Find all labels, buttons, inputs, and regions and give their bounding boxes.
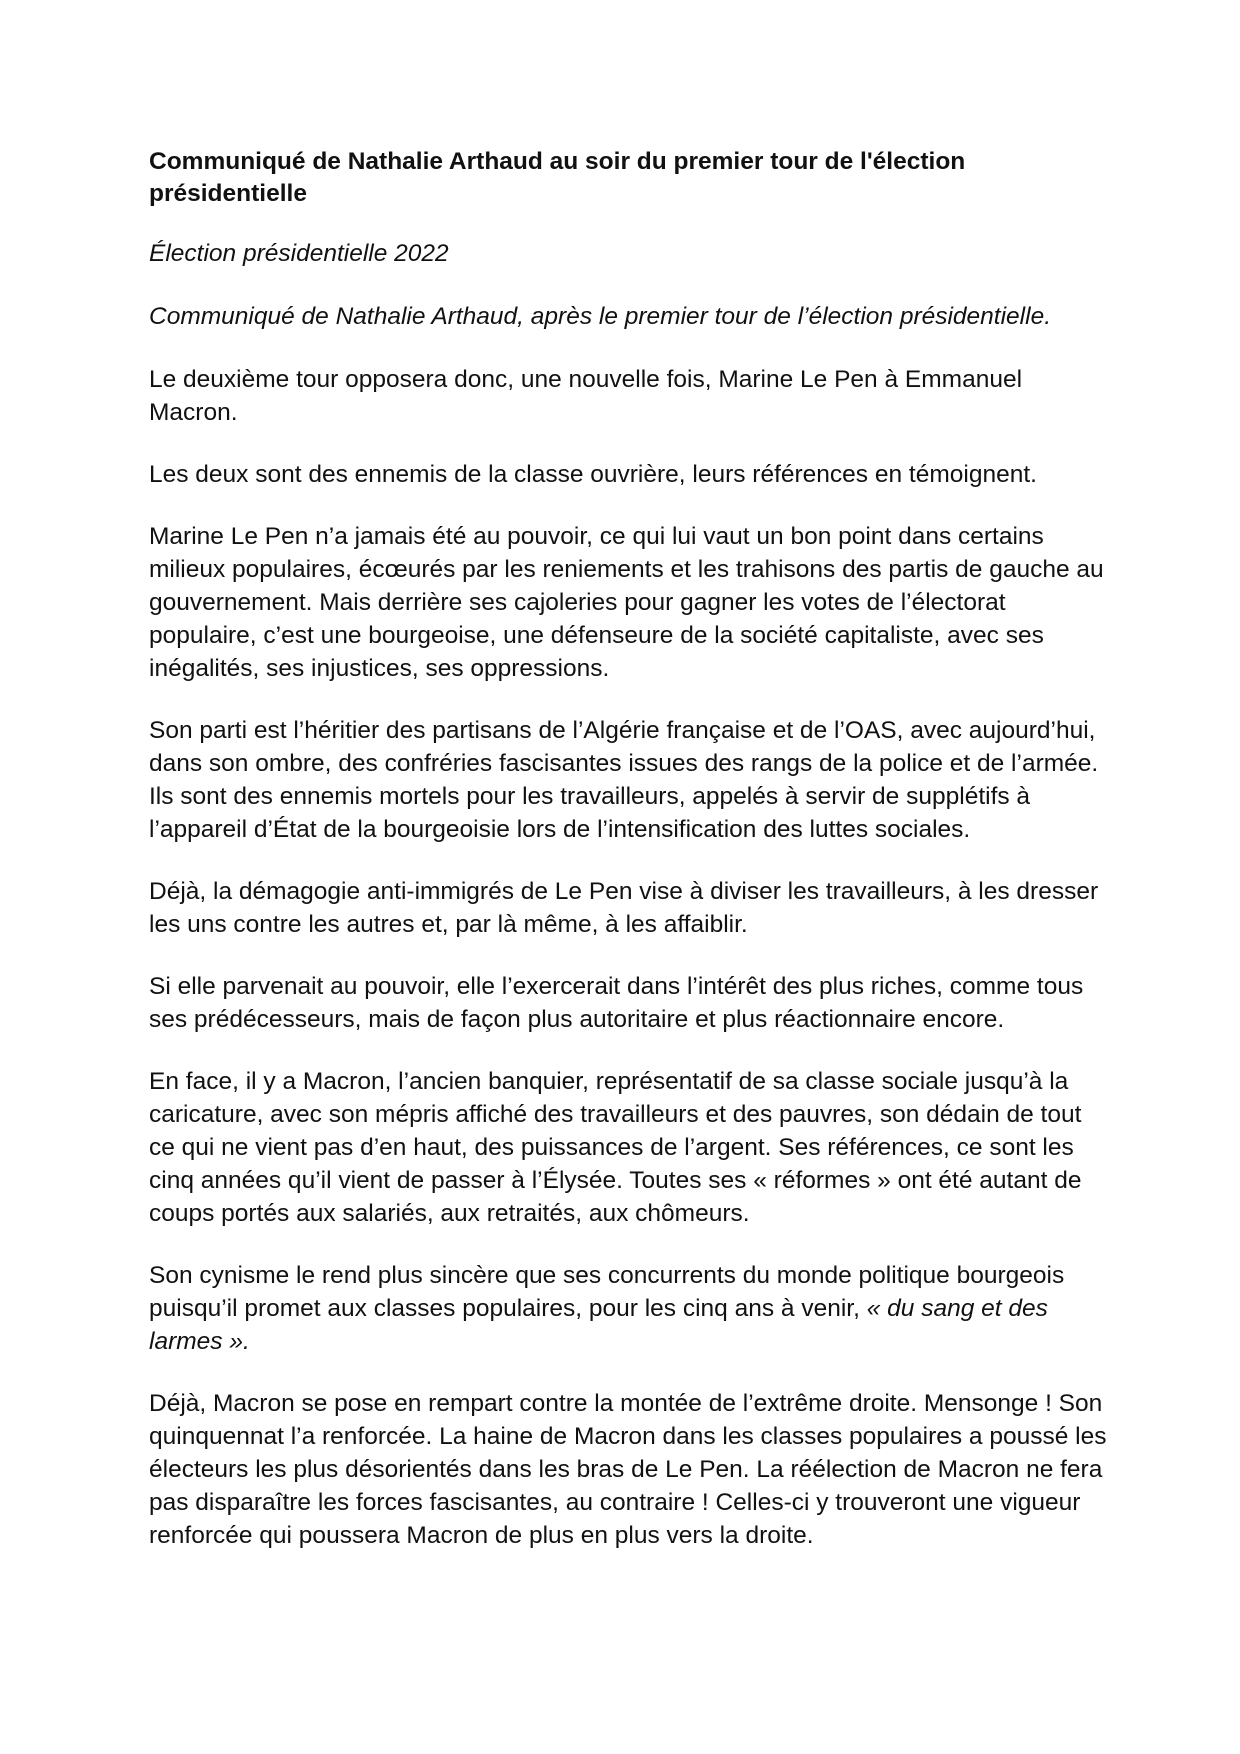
- paragraph-final: Déjà, Macron se pose en rempart contre la montée de l’extrême droite. Mensonge ! Son quinquennat l’a renforcée. La haine de Macron dans les classes populaires a poussé les électeurs les plus désorientés dans les bras de Le Pen. La réélection de Macron ne fera pas disparaître les forces fascisantes, au contraire ! Celles-ci y trouveront une vigueur renforcée qui poussera Macron de plus en plus vers la droite.: [149, 1390, 1107, 1549]
- paragraph: En face, il y a Macron, l’ancien banquier, représentatif de sa classe sociale jusqu’à la caricature, avec son mépris affiché des travailleurs et des pauvres, son dédain de tout ce qui ne vient pas d’en haut, des puissances de l’argent. Ses références, ce sont les cinq années qu’il vient de passer à l’Élysée. Toutes ses « réformes » ont été autant de coups portés aux salariés, aux retraités, aux chômeurs.: [149, 1068, 1082, 1227]
- paragraph-cynisme: [149, 1259, 1109, 1358]
- paragraph: Le deuxième tour opposera donc, une nouvelle fois, Marine Le Pen à Emmanuel Macron.: [149, 366, 1023, 426]
- paragraph: Son parti est l’héritier des partisans de l’Algérie française et de l’OAS, avec aujourd’hui, dans son ombre, des confréries fascisantes issues des rangs de la police et de l’armée. Ils sont des ennemis mortels pour les travailleurs, appelés à servir de supplétifs à l’appareil d’État de la bourgeoisie lors de l’intensification des luttes sociales.: [149, 717, 1099, 843]
- paragraph-cynisme-text: Son cynisme le rend plus sincère que ses concurrents du monde politique bourgeois puisqu’il promet aux classes populaires, pour les cinq ans à venir,: [149, 1262, 1065, 1322]
- paragraph: Si elle parvenait au pouvoir, elle l’exercerait dans l’intérêt des plus riches, comme tous ses prédécesseurs, mais de façon plus autoritaire et plus réactionnaire encore.: [149, 973, 1084, 1033]
- paragraph: Les deux sont des ennemis de la classe ouvrière, leurs références en témoignent.: [149, 461, 1037, 488]
- paragraph: Déjà, la démagogie anti-immigrés de Le Pen vise à diviser les travailleurs, à les dresser les uns contre les autres et, par là même, à les affaiblir.: [149, 878, 1099, 938]
- document-page: [149, 146, 1109, 1581]
- paragraph-cynisme-quote: « du sang et des larmes ».: [149, 1295, 1048, 1355]
- document-title: Communiqué de Nathalie Arthaud au soir du premier tour de l'élection présidentielle: [149, 148, 966, 207]
- document-subtitle: Élection présidentielle 2022: [149, 240, 449, 267]
- document-intro: Communiqué de Nathalie Arthaud, après le premier tour de l’élection présidentielle.: [149, 303, 1052, 330]
- paragraph: Marine Le Pen n’a jamais été au pouvoir, ce qui lui vaut un bon point dans certains milieux populaires, écœurés par les reniements et les trahisons des partis de gauche au gouvernement. Mais derrière ses cajoleries pour gagner les votes de l’électorat populaire, c’est une bourgeoise, une défenseure de la société capitaliste, avec ses inégalités, ses injustices, ses oppressions.: [149, 523, 1104, 682]
